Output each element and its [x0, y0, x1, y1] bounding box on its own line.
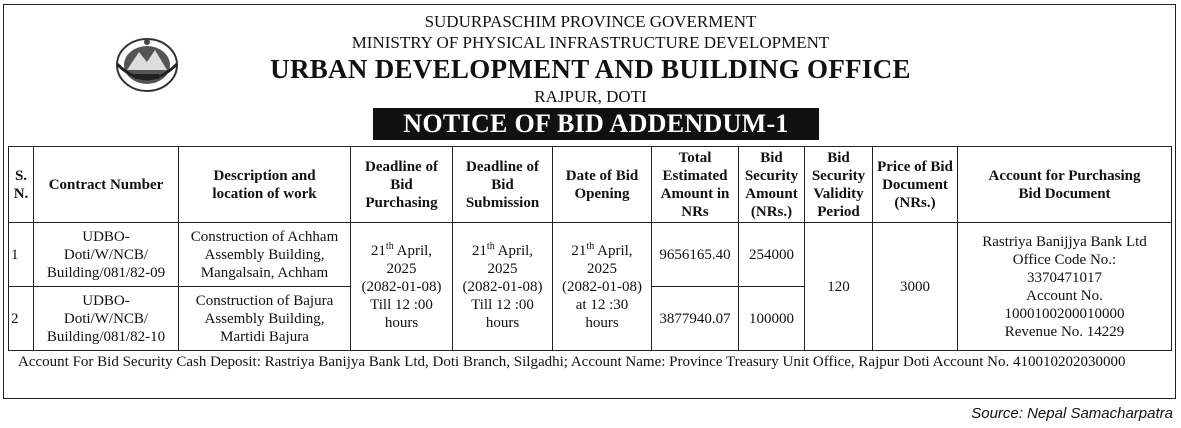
row-description: Construction of Bajura Assembly Building, Martidi Bajura: [179, 287, 351, 351]
province-name: SUDURPASCHIM PROVINCE GOVERMENT: [424, 12, 757, 31]
security-deposit-note: Account For Bid Security Cash Deposit: Rastriya Banijya Bank Ltd, Doti Branch, Silgadhi; Account Name: Province Treasury Unit Office, Rajpur Doti Account No. 410010202030000: [18, 354, 1126, 370]
row-description: Construction of Achham Assembly Building, Mangalsain, Achham: [179, 223, 351, 287]
row-total-amount: 3877940.07: [652, 287, 739, 351]
header-sn: S. N.: [9, 147, 34, 223]
header-price: Price of Bid Document (NRs.): [873, 147, 958, 223]
submission-deadline: 21th April, 2025 (2082-01-08) Till 12 :00 hours: [453, 223, 553, 351]
ministry-name: MINISTRY OF PHYSICAL INFRASTRUCTURE DEVELOPMENT: [351, 33, 830, 52]
validity-period: 120: [805, 223, 873, 351]
header-total-amount: Total Estimated Amount in NRs: [652, 147, 739, 223]
office-location: RAJPUR, DOTI: [534, 87, 647, 106]
row-sn: 1: [9, 223, 34, 287]
source-credit: Source: Nepal Samacharpatra: [971, 405, 1173, 422]
header-security-amount: Bid Security Amount (NRs.): [739, 147, 805, 223]
table-header-row: [9, 147, 1172, 223]
account-details: Rastriya Banijjya Bank Ltd Office Code No.: 3370471017 Account No. 1000100200010000 Revenue No. 14229: [958, 223, 1172, 351]
header-description: Description and location of work: [179, 147, 351, 223]
opening-date: 21th April, 2025 (2082-01-08) at 12 :30 hours: [553, 223, 652, 351]
office-name: URBAN DEVELOPMENT AND BUILDING OFFICE: [270, 54, 911, 84]
table-row: [9, 223, 1172, 287]
notice-title: NOTICE OF BID ADDENDUM-1: [373, 108, 819, 140]
bid-table: [8, 146, 1172, 351]
purchasing-deadline: 21th April, 2025 (2082-01-08) Till 12 :00 hours: [351, 223, 453, 351]
header-submission: Deadline of Bid Submission: [453, 147, 553, 223]
header-purchasing: Deadline of Bid Purchasing: [351, 147, 453, 223]
document-price: 3000: [873, 223, 958, 351]
row-security-amount: 100000: [739, 287, 805, 351]
row-sn: 2: [9, 287, 34, 351]
row-security-amount: 254000: [739, 223, 805, 287]
row-total-amount: 9656165.40: [652, 223, 739, 287]
header-opening: Date of Bid Opening: [553, 147, 652, 223]
row-contract: UDBO- Doti/W/NCB/ Building/081/82-10: [34, 287, 179, 351]
header-account: Account for Purchasing Bid Document: [958, 147, 1172, 223]
header-contract: Contract Number: [34, 147, 179, 223]
row-contract: UDBO- Doti/W/NCB/ Building/081/82-09: [34, 223, 179, 287]
header-validity: Bid Security Validity Period: [805, 147, 873, 223]
